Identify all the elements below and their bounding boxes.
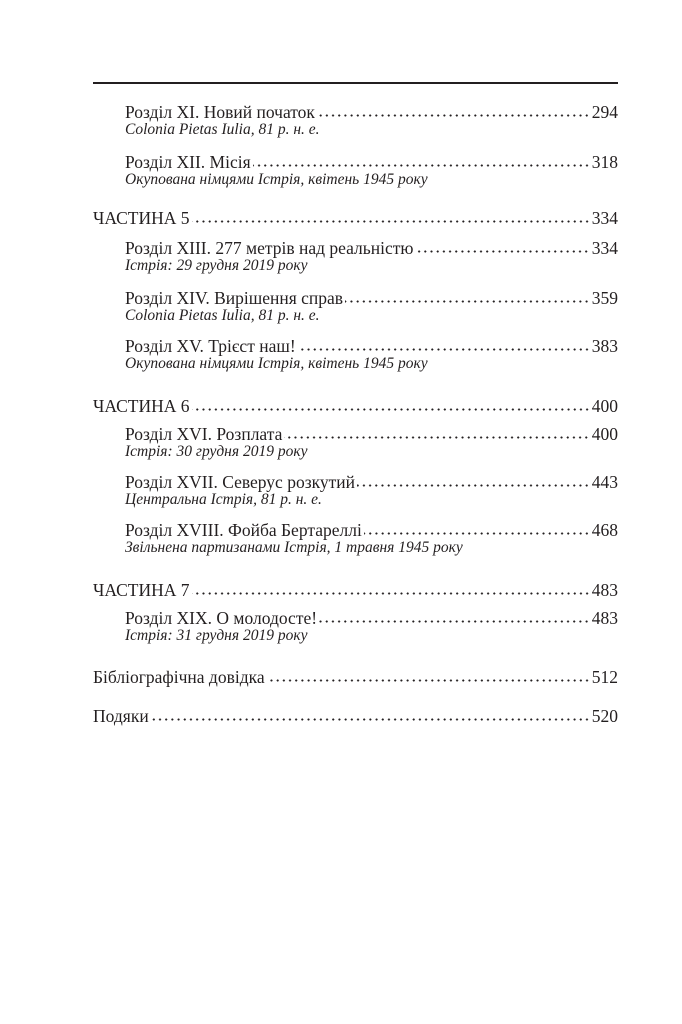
toc-chapter-entry[interactable] <box>125 288 618 308</box>
entry-subtitle: Colonia Pietas Iulia, 81 р. н. е. <box>125 307 320 324</box>
dot-leader <box>317 114 590 117</box>
entry-title: Розділ XVIII. Фойба Бертареллі <box>125 520 362 540</box>
entry-title: Розділ XIII. 277 метрів над реальністю <box>125 238 414 258</box>
entry-subtitle: Центральна Істрія, 81 р. н. е. <box>125 491 322 508</box>
page-number: 512 <box>591 667 618 687</box>
toc-part-entry[interactable] <box>93 396 618 416</box>
entry-title: Розділ XV. Трієст наш! <box>125 336 296 356</box>
toc-part-entry[interactable] <box>93 580 618 600</box>
dot-leader <box>192 408 590 411</box>
entry-title: Розділ XIX. О молодосте! <box>125 608 318 628</box>
toc-chapter-entry[interactable] <box>125 608 618 628</box>
dot-leader <box>192 220 590 223</box>
page-number: 468 <box>591 520 618 540</box>
entry-subtitle: Істрія: 30 грудня 2019 року <box>125 443 308 460</box>
toc-part-entry[interactable] <box>93 208 618 228</box>
entry-title: Розділ XIV. Вирішення справ <box>125 288 344 308</box>
toc-chapter-entry[interactable] <box>125 336 618 356</box>
dot-leader <box>364 532 590 535</box>
toc-chapter-entry[interactable] <box>125 152 618 172</box>
dot-leader <box>151 718 590 721</box>
entry-title: Розділ XII. Місія <box>125 152 251 172</box>
toc-chapter-entry[interactable] <box>125 520 618 540</box>
dot-leader <box>284 436 589 439</box>
dot-leader <box>319 620 590 623</box>
page-number: 400 <box>591 396 618 416</box>
entry-subtitle: Істрія: 31 грудня 2019 року <box>125 627 308 644</box>
entry-title: Бібліографічна довідка <box>93 667 265 687</box>
toc-part-entry[interactable] <box>93 667 618 687</box>
entry-subtitle: Colonia Pietas Iulia, 81 р. н. е. <box>125 121 320 138</box>
page-number: 483 <box>591 580 618 600</box>
entry-title: ЧАСТИНА 6 <box>93 396 190 416</box>
toc-chapter-entry[interactable] <box>125 472 618 492</box>
page-number: 520 <box>591 706 618 726</box>
entry-title: Подяки <box>93 706 149 726</box>
dot-leader <box>267 679 590 682</box>
toc-chapter-entry[interactable] <box>125 238 618 258</box>
header-rule <box>93 82 618 84</box>
entry-title: Розділ XI. Новий початок <box>125 102 315 122</box>
dot-leader <box>192 592 590 595</box>
page-number: 383 <box>591 336 618 356</box>
page-number: 294 <box>591 102 618 122</box>
page-number: 334 <box>591 208 618 228</box>
entry-subtitle: Звільнена партизанами Істрія, 1 травня 1945 року <box>125 539 463 556</box>
dot-leader <box>357 484 590 487</box>
entry-title: Розділ XVI. Розплата <box>125 424 283 444</box>
dot-leader <box>298 348 590 351</box>
page-number: 443 <box>591 472 618 492</box>
dot-leader <box>345 300 590 303</box>
page-number: 400 <box>591 424 618 444</box>
toc-chapter-entry[interactable] <box>125 424 618 444</box>
entry-subtitle: Істрія: 29 грудня 2019 року <box>125 257 308 274</box>
entry-subtitle: Окупована німцями Істрія, квітень 1945 року <box>125 355 428 372</box>
entry-title: Розділ XVII. Северус розкутий <box>125 472 355 492</box>
dot-leader <box>253 164 590 167</box>
toc-part-entry[interactable] <box>93 706 618 726</box>
page-number: 483 <box>591 608 618 628</box>
page-number: 334 <box>591 238 618 258</box>
page-number: 359 <box>591 288 618 308</box>
entry-subtitle: Окупована німцями Істрія, квітень 1945 року <box>125 171 428 188</box>
dot-leader <box>415 250 589 253</box>
toc-chapter-entry[interactable] <box>125 102 618 122</box>
page-number: 318 <box>591 152 618 172</box>
entry-title: ЧАСТИНА 7 <box>93 580 190 600</box>
entry-title: ЧАСТИНА 5 <box>93 208 190 228</box>
